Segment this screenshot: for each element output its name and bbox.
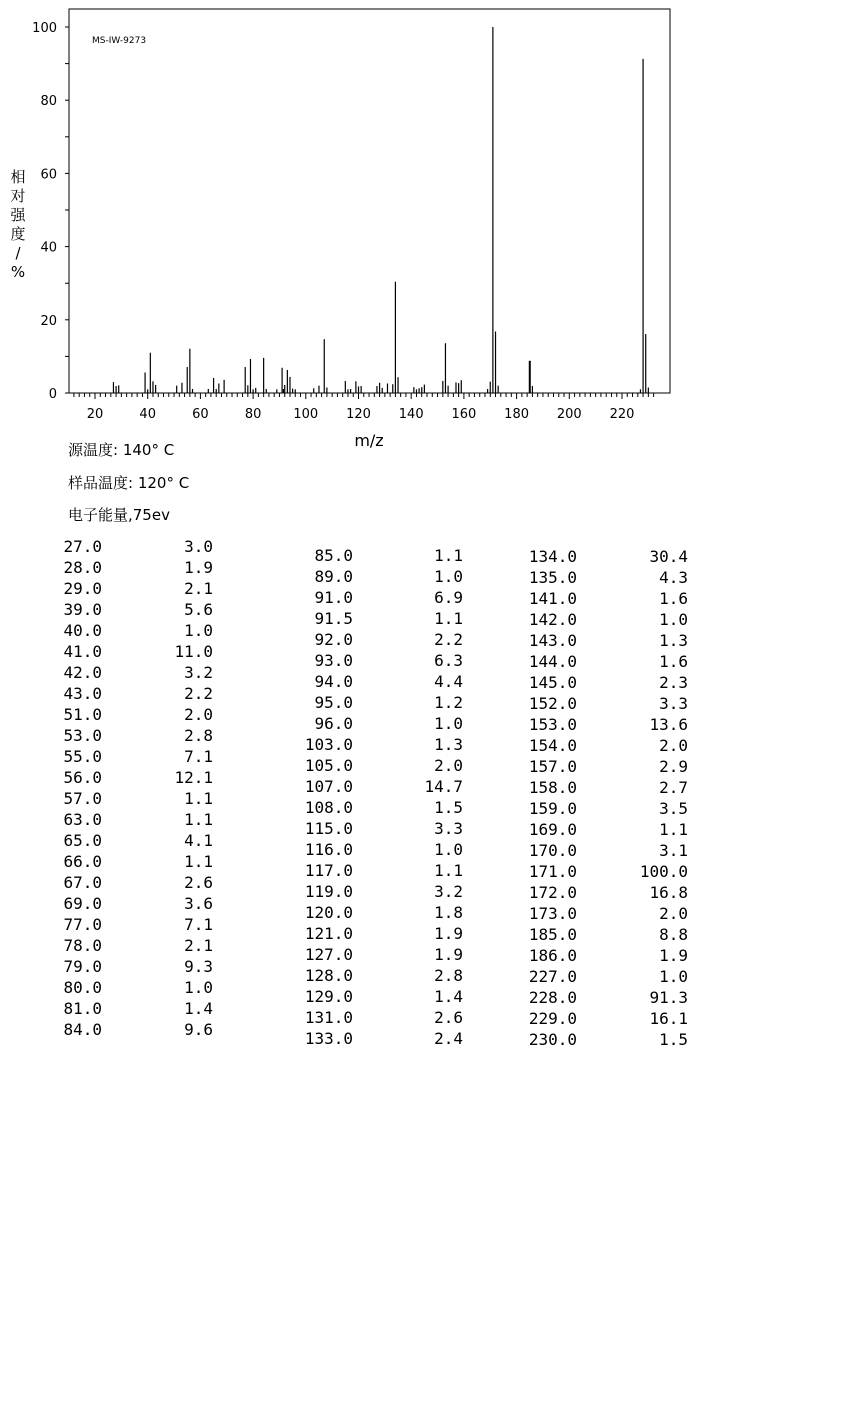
mz-value: 78.0 xyxy=(63,936,102,955)
intensity-value: 1.1 xyxy=(184,852,213,871)
electron-energy: 电子能量,75ev xyxy=(68,506,170,524)
intensity-value: 2.0 xyxy=(659,904,688,923)
plot-frame xyxy=(69,9,670,393)
intensity-value: 2.1 xyxy=(184,936,213,955)
intensity-value: 1.0 xyxy=(184,621,213,640)
table-row xyxy=(0,588,850,609)
mz-value: 41.0 xyxy=(63,642,102,661)
mz-value: 158.0 xyxy=(528,778,577,797)
mz-value: 157.0 xyxy=(528,757,577,776)
x-tick-label: 220 xyxy=(609,407,635,422)
intensity-value: 1.0 xyxy=(184,978,213,997)
table-row xyxy=(0,945,850,966)
intensity-value: 2.4 xyxy=(434,1029,463,1048)
intensity-value: 2.9 xyxy=(659,757,688,776)
y-axis-label-char: 相 xyxy=(10,168,26,186)
intensity-value: 9.3 xyxy=(184,957,213,976)
mz-value: 65.0 xyxy=(63,831,102,850)
spectrum-peaks xyxy=(113,27,648,393)
mz-value: 67.0 xyxy=(63,873,102,892)
mz-value: 171.0 xyxy=(528,862,577,881)
table-row xyxy=(0,777,850,798)
mz-value: 56.0 xyxy=(63,768,102,787)
intensity-value: 1.3 xyxy=(434,735,463,754)
spectrum-tag: MS-IW-9273 xyxy=(92,36,147,46)
y-axis-label xyxy=(10,168,26,281)
mz-value: 93.0 xyxy=(314,651,353,670)
sample-temperature: 样品温度: 120° C xyxy=(68,474,190,492)
intensity-value: 12.1 xyxy=(174,768,213,787)
intensity-value: 3.1 xyxy=(659,841,688,860)
intensity-value: 1.8 xyxy=(434,903,463,922)
mz-value: 154.0 xyxy=(528,736,577,755)
mz-value: 229.0 xyxy=(528,1009,577,1028)
intensity-value: 2.3 xyxy=(659,673,688,692)
mz-value: 55.0 xyxy=(63,747,102,766)
intensity-value: 30.4 xyxy=(649,547,688,566)
source-temperature: 源温度: 140° C xyxy=(68,441,175,459)
mz-value: 145.0 xyxy=(528,673,577,692)
mz-value: 92.0 xyxy=(314,630,353,649)
y-tick-label: 80 xyxy=(40,94,57,110)
mz-value: 95.0 xyxy=(314,693,353,712)
mz-value: 84.0 xyxy=(63,1020,102,1039)
intensity-value: 1.9 xyxy=(184,558,213,577)
table-row xyxy=(0,1008,850,1029)
table-row xyxy=(0,861,850,882)
x-tick-label: 180 xyxy=(504,407,530,422)
table-row xyxy=(0,987,850,1008)
mz-value: 228.0 xyxy=(528,988,577,1007)
mz-value: 66.0 xyxy=(63,852,102,871)
mz-value: 119.0 xyxy=(304,882,353,901)
x-tick-label: 140 xyxy=(398,407,424,422)
mz-value: 53.0 xyxy=(63,726,102,745)
intensity-value: 5.6 xyxy=(184,600,213,619)
x-tick-label: 80 xyxy=(244,407,262,422)
mz-value: 230.0 xyxy=(528,1030,577,1049)
mz-value: 127.0 xyxy=(304,945,353,964)
mz-value: 121.0 xyxy=(304,924,353,943)
intensity-value: 2.7 xyxy=(659,778,688,797)
y-tick-label: 0 xyxy=(48,387,57,402)
mz-value: 141.0 xyxy=(528,589,577,608)
y-axis-label-char: 度 xyxy=(10,225,26,243)
mz-value: 39.0 xyxy=(63,600,102,619)
intensity-value: 1.0 xyxy=(434,567,463,586)
mz-value: 89.0 xyxy=(314,567,353,586)
intensity-value: 2.0 xyxy=(434,756,463,775)
mz-value: 142.0 xyxy=(528,610,577,629)
mz-value: 91.5 xyxy=(314,609,353,628)
table-row xyxy=(0,693,850,714)
y-axis-label-char: 对 xyxy=(10,187,26,205)
intensity-value: 11.0 xyxy=(174,642,213,661)
table-row xyxy=(0,819,850,840)
mz-value: 172.0 xyxy=(528,883,577,902)
intensity-value: 4.1 xyxy=(184,831,213,850)
mz-value: 186.0 xyxy=(528,946,577,965)
mz-value: 153.0 xyxy=(528,715,577,734)
intensity-value: 3.2 xyxy=(184,663,213,682)
intensity-value: 1.0 xyxy=(434,840,463,859)
y-axis-label-char: % xyxy=(10,263,26,281)
intensity-value: 3.6 xyxy=(184,894,213,913)
mz-value: 57.0 xyxy=(63,789,102,808)
intensity-value: 4.3 xyxy=(659,568,688,587)
intensity-value: 3.3 xyxy=(434,819,463,838)
table-row xyxy=(0,735,850,756)
intensity-value: 2.0 xyxy=(184,705,213,724)
mz-value: 79.0 xyxy=(63,957,102,976)
y-tick-label: 60 xyxy=(40,167,57,183)
mz-value: 77.0 xyxy=(63,915,102,934)
y-tick-label: 40 xyxy=(40,240,57,256)
table-row xyxy=(0,1029,850,1050)
mz-value: 96.0 xyxy=(314,714,353,733)
y-tick-label: 100 xyxy=(32,21,57,36)
table-row xyxy=(0,924,850,945)
mz-value: 159.0 xyxy=(528,799,577,818)
y-axis-label-char: 强 xyxy=(10,206,26,224)
intensity-value: 1.5 xyxy=(434,798,463,817)
intensity-value: 1.9 xyxy=(434,945,463,964)
intensity-value: 2.8 xyxy=(184,726,213,745)
y-axis xyxy=(32,21,69,402)
mz-value: 133.0 xyxy=(304,1029,353,1048)
table-row xyxy=(0,840,850,861)
table-row xyxy=(0,609,850,630)
mz-value: 81.0 xyxy=(63,999,102,1018)
x-tick-label: 20 xyxy=(86,407,104,422)
intensity-value: 9.6 xyxy=(184,1020,213,1039)
y-axis-label-char: / xyxy=(15,244,21,262)
intensity-value: 1.4 xyxy=(184,999,213,1018)
intensity-value: 2.6 xyxy=(434,1008,463,1027)
table-row xyxy=(0,756,850,777)
intensity-value: 100.0 xyxy=(639,862,688,881)
mz-value: 117.0 xyxy=(304,861,353,880)
intensity-value: 2.2 xyxy=(184,684,213,703)
intensity-value: 1.5 xyxy=(659,1030,688,1049)
intensity-value: 2.0 xyxy=(659,736,688,755)
table-row xyxy=(0,798,850,819)
mz-value: 51.0 xyxy=(63,705,102,724)
mz-value: 80.0 xyxy=(63,978,102,997)
x-tick-label: 160 xyxy=(451,407,477,422)
intensity-value: 1.2 xyxy=(434,693,463,712)
mz-value: 170.0 xyxy=(528,841,577,860)
intensity-value: 1.0 xyxy=(659,610,688,629)
intensity-value: 2.8 xyxy=(434,966,463,985)
mz-value: 28.0 xyxy=(63,558,102,577)
intensity-value: 1.0 xyxy=(659,967,688,986)
intensity-value: 8.8 xyxy=(659,925,688,944)
intensity-value: 1.4 xyxy=(434,987,463,1006)
intensity-value: 6.3 xyxy=(434,651,463,670)
x-tick-label: 100 xyxy=(293,407,319,422)
mz-value: 227.0 xyxy=(528,967,577,986)
mz-value: 103.0 xyxy=(304,735,353,754)
intensity-value: 3.0 xyxy=(184,537,213,556)
mz-value: 115.0 xyxy=(304,819,353,838)
intensity-value: 91.3 xyxy=(649,988,688,1007)
mz-value: 129.0 xyxy=(304,987,353,1006)
mz-value: 43.0 xyxy=(63,684,102,703)
intensity-value: 3.2 xyxy=(434,882,463,901)
mz-value: 42.0 xyxy=(63,663,102,682)
mz-value: 63.0 xyxy=(63,810,102,829)
intensity-value: 4.4 xyxy=(434,672,463,691)
intensity-value: 2.2 xyxy=(434,630,463,649)
intensity-value: 7.1 xyxy=(184,915,213,934)
table-row xyxy=(0,966,850,987)
table-row xyxy=(0,567,850,588)
mz-value: 152.0 xyxy=(528,694,577,713)
mz-value: 108.0 xyxy=(304,798,353,817)
x-tick-label: 120 xyxy=(346,407,371,422)
mz-value: 120.0 xyxy=(304,903,353,922)
mz-value: 94.0 xyxy=(314,672,353,691)
table-row xyxy=(0,651,850,672)
mz-value: 173.0 xyxy=(528,904,577,923)
mz-value: 69.0 xyxy=(63,894,102,913)
mz-value: 107.0 xyxy=(304,777,353,796)
intensity-value: 16.1 xyxy=(649,1009,688,1028)
mz-value: 40.0 xyxy=(63,621,102,640)
intensity-value: 1.6 xyxy=(659,652,688,671)
mass-spectrum-chart xyxy=(0,0,850,460)
intensity-value: 1.1 xyxy=(659,820,688,839)
table-row xyxy=(0,903,850,924)
intensity-value: 6.9 xyxy=(434,588,463,607)
intensity-value: 2.6 xyxy=(184,873,213,892)
mz-value: 131.0 xyxy=(304,1008,353,1027)
intensity-value: 1.3 xyxy=(659,631,688,650)
mz-value: 105.0 xyxy=(304,756,353,775)
mz-value: 185.0 xyxy=(528,925,577,944)
intensity-value: 1.0 xyxy=(434,714,463,733)
intensity-value: 1.1 xyxy=(184,810,213,829)
mz-value: 29.0 xyxy=(63,579,102,598)
intensity-value: 3.3 xyxy=(659,694,688,713)
intensity-value: 3.5 xyxy=(659,799,688,818)
mz-value: 128.0 xyxy=(304,966,353,985)
mz-value: 135.0 xyxy=(528,568,577,587)
intensity-value: 2.1 xyxy=(184,579,213,598)
x-axis-label: m/z xyxy=(354,431,384,450)
intensity-value: 1.9 xyxy=(434,924,463,943)
table-row xyxy=(0,882,850,903)
x-axis xyxy=(74,393,654,422)
intensity-value: 1.9 xyxy=(659,946,688,965)
table-row xyxy=(0,672,850,693)
table-row xyxy=(0,630,850,651)
intensity-value: 14.7 xyxy=(424,777,463,796)
intensity-value: 13.6 xyxy=(649,715,688,734)
mz-value: 144.0 xyxy=(528,652,577,671)
mz-value: 143.0 xyxy=(528,631,577,650)
mz-value: 169.0 xyxy=(528,820,577,839)
mz-value: 91.0 xyxy=(314,588,353,607)
mz-value: 85.0 xyxy=(314,546,353,565)
mz-value: 27.0 xyxy=(63,537,102,556)
y-tick-label: 20 xyxy=(40,313,57,329)
table-row xyxy=(0,714,850,735)
x-tick-label: 60 xyxy=(192,407,209,422)
intensity-value: 1.1 xyxy=(434,861,463,880)
intensity-value: 7.1 xyxy=(184,747,213,766)
x-tick-label: 200 xyxy=(556,407,582,422)
mz-value: 134.0 xyxy=(528,547,577,566)
intensity-value: 1.1 xyxy=(184,789,213,808)
intensity-value: 1.1 xyxy=(434,609,463,628)
intensity-value: 1.1 xyxy=(434,546,463,565)
x-tick-label: 40 xyxy=(139,407,156,422)
intensity-value: 1.6 xyxy=(659,589,688,608)
table-row xyxy=(0,546,850,567)
mz-value: 116.0 xyxy=(304,840,353,859)
intensity-value: 16.8 xyxy=(649,883,688,902)
